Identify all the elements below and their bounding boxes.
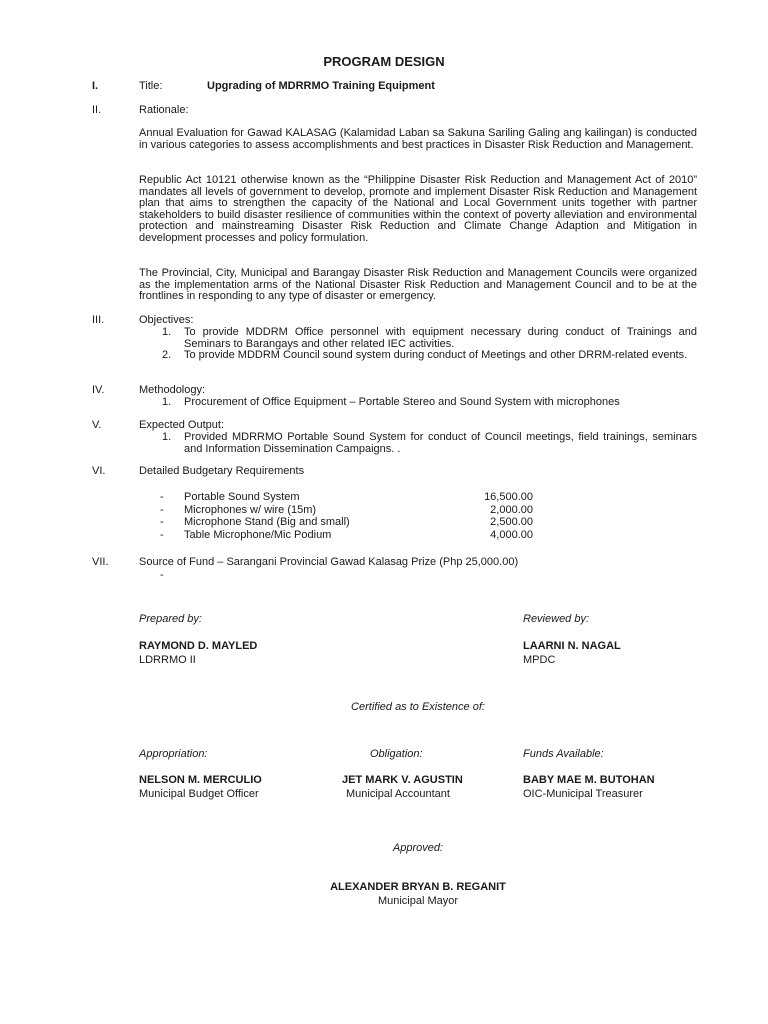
approved-position: Municipal Mayor: [377, 895, 459, 907]
reviewed-name: LAARNI N. NAGAL: [523, 640, 621, 652]
document-title: PROGRAM DESIGN: [323, 54, 445, 69]
title-label: Title:: [139, 80, 163, 92]
source-of-fund-dash: -: [160, 569, 164, 581]
prepared-name: RAYMOND D. MAYLED: [139, 640, 258, 652]
budget-row: - Microphone Stand (Big and small) 2,500.00: [160, 516, 533, 528]
approved-caption: Approved:: [392, 842, 444, 854]
reviewed-position: MPDC: [523, 654, 556, 666]
list-item: 1. To provide MDDRM Office personnel with equipment necessary during conduct of Trainings and Seminars to Barangays and other related IEC activities.: [162, 326, 697, 350]
methodology-label: Methodology:: [139, 384, 206, 396]
prepared-caption: Prepared by:: [139, 613, 202, 625]
list-item: 1. Provided MDRRMO Portable Sound System for conduct of Council meetings, field trainings, seminars and Information Dissemination Campaigns. .: [162, 431, 697, 455]
objectives-list: [162, 327, 697, 362]
section-number-7: VII.: [92, 556, 109, 568]
budget-row: - Table Microphone/Mic Podium 4,000.00: [160, 529, 533, 541]
prepared-position: LDRRMO II: [139, 654, 196, 666]
certified-caption: Certified as to Existence of:: [351, 701, 485, 713]
section-number-2: II.: [92, 104, 102, 116]
funds-position: OIC-Municipal Treasurer: [523, 788, 643, 800]
appropriation-name: NELSON M. MERCULIO: [139, 774, 262, 786]
obligation-position: Municipal Accountant: [346, 788, 450, 800]
list-item: 2. To provide MDDRM Council sound system during conduct of Meetings and other DRRM-related events.: [162, 349, 688, 362]
section-number-1: I.: [92, 80, 99, 92]
expected-output-list: [162, 432, 697, 455]
list-item: 1. Procurement of Office Equipment – Portable Stereo and Sound System with microphones: [162, 396, 620, 408]
section-number-3: III.: [92, 314, 105, 326]
objectives-label: Objectives:: [139, 314, 194, 326]
funds-name: BABY MAE M. BUTOHAN: [523, 774, 655, 786]
section-number-6: VI.: [92, 465, 106, 477]
obligation-name: JET MARK V. AGUSTIN: [342, 774, 463, 786]
section-number-4: IV.: [92, 384, 105, 396]
rationale-label: Rationale:: [139, 104, 189, 116]
appropriation-caption: Appropriation:: [139, 748, 208, 760]
reviewed-caption: Reviewed by:: [523, 613, 590, 625]
title-value: Upgrading of MDRRMO Training Equipment: [207, 80, 435, 92]
methodology-list: [162, 397, 697, 409]
budget-row: - Microphones w/ wire (15m) 2,000.00: [160, 504, 533, 516]
appropriation-position: Municipal Budget Officer: [139, 788, 259, 800]
expected-output-label: Expected Output:: [139, 419, 224, 431]
funds-caption: Funds Available:: [523, 748, 604, 760]
budget-label: Detailed Budgetary Requirements: [139, 465, 305, 477]
section-number-5: V.: [92, 419, 102, 431]
source-of-fund: Source of Fund – Sarangani Provincial Gawad Kalasag Prize (Php 25,000.00): [139, 556, 519, 568]
obligation-caption: Obligation:: [370, 748, 423, 760]
budget-row: - Portable Sound System 16,500.00: [160, 491, 533, 503]
rationale-paragraph-2: Republic Act 10121 otherwise known as the “Philippine Disaster Risk Reduction and Management Act of 2010” mandates all levels of government to develop, promote and implement Disaster Risk Reduction and Management plan that aims to strengthen the capacity of the National and Local Government units together with partner stakeholders to build disaster resilience of communities within the context of poverty alleviation and environmental protection and mainstreaming Disaster Risk Reduction and Climate Change Adaption and Mitigation in development processes and policy formulation.: [139, 174, 697, 244]
rationale-paragraph-3: The Provincial, City, Municipal and Barangay Disaster Risk Reduction and Management Councils were organized as the implementation arms of the National Disaster Risk Reduction and Management Council and to be at the frontlines in responding to any type of disaster or emergency.: [139, 267, 697, 303]
rationale-paragraph-1: Annual Evaluation for Gawad KALASAG (Kalamidad Laban sa Sakuna Sariling Galing ang kailingan) is conducted in various categories to assess accomplishments and best practices in Disaster Risk Reduction and Management.: [139, 127, 697, 151]
approved-name: ALEXANDER BRYAN B. REGANIT: [330, 881, 506, 893]
